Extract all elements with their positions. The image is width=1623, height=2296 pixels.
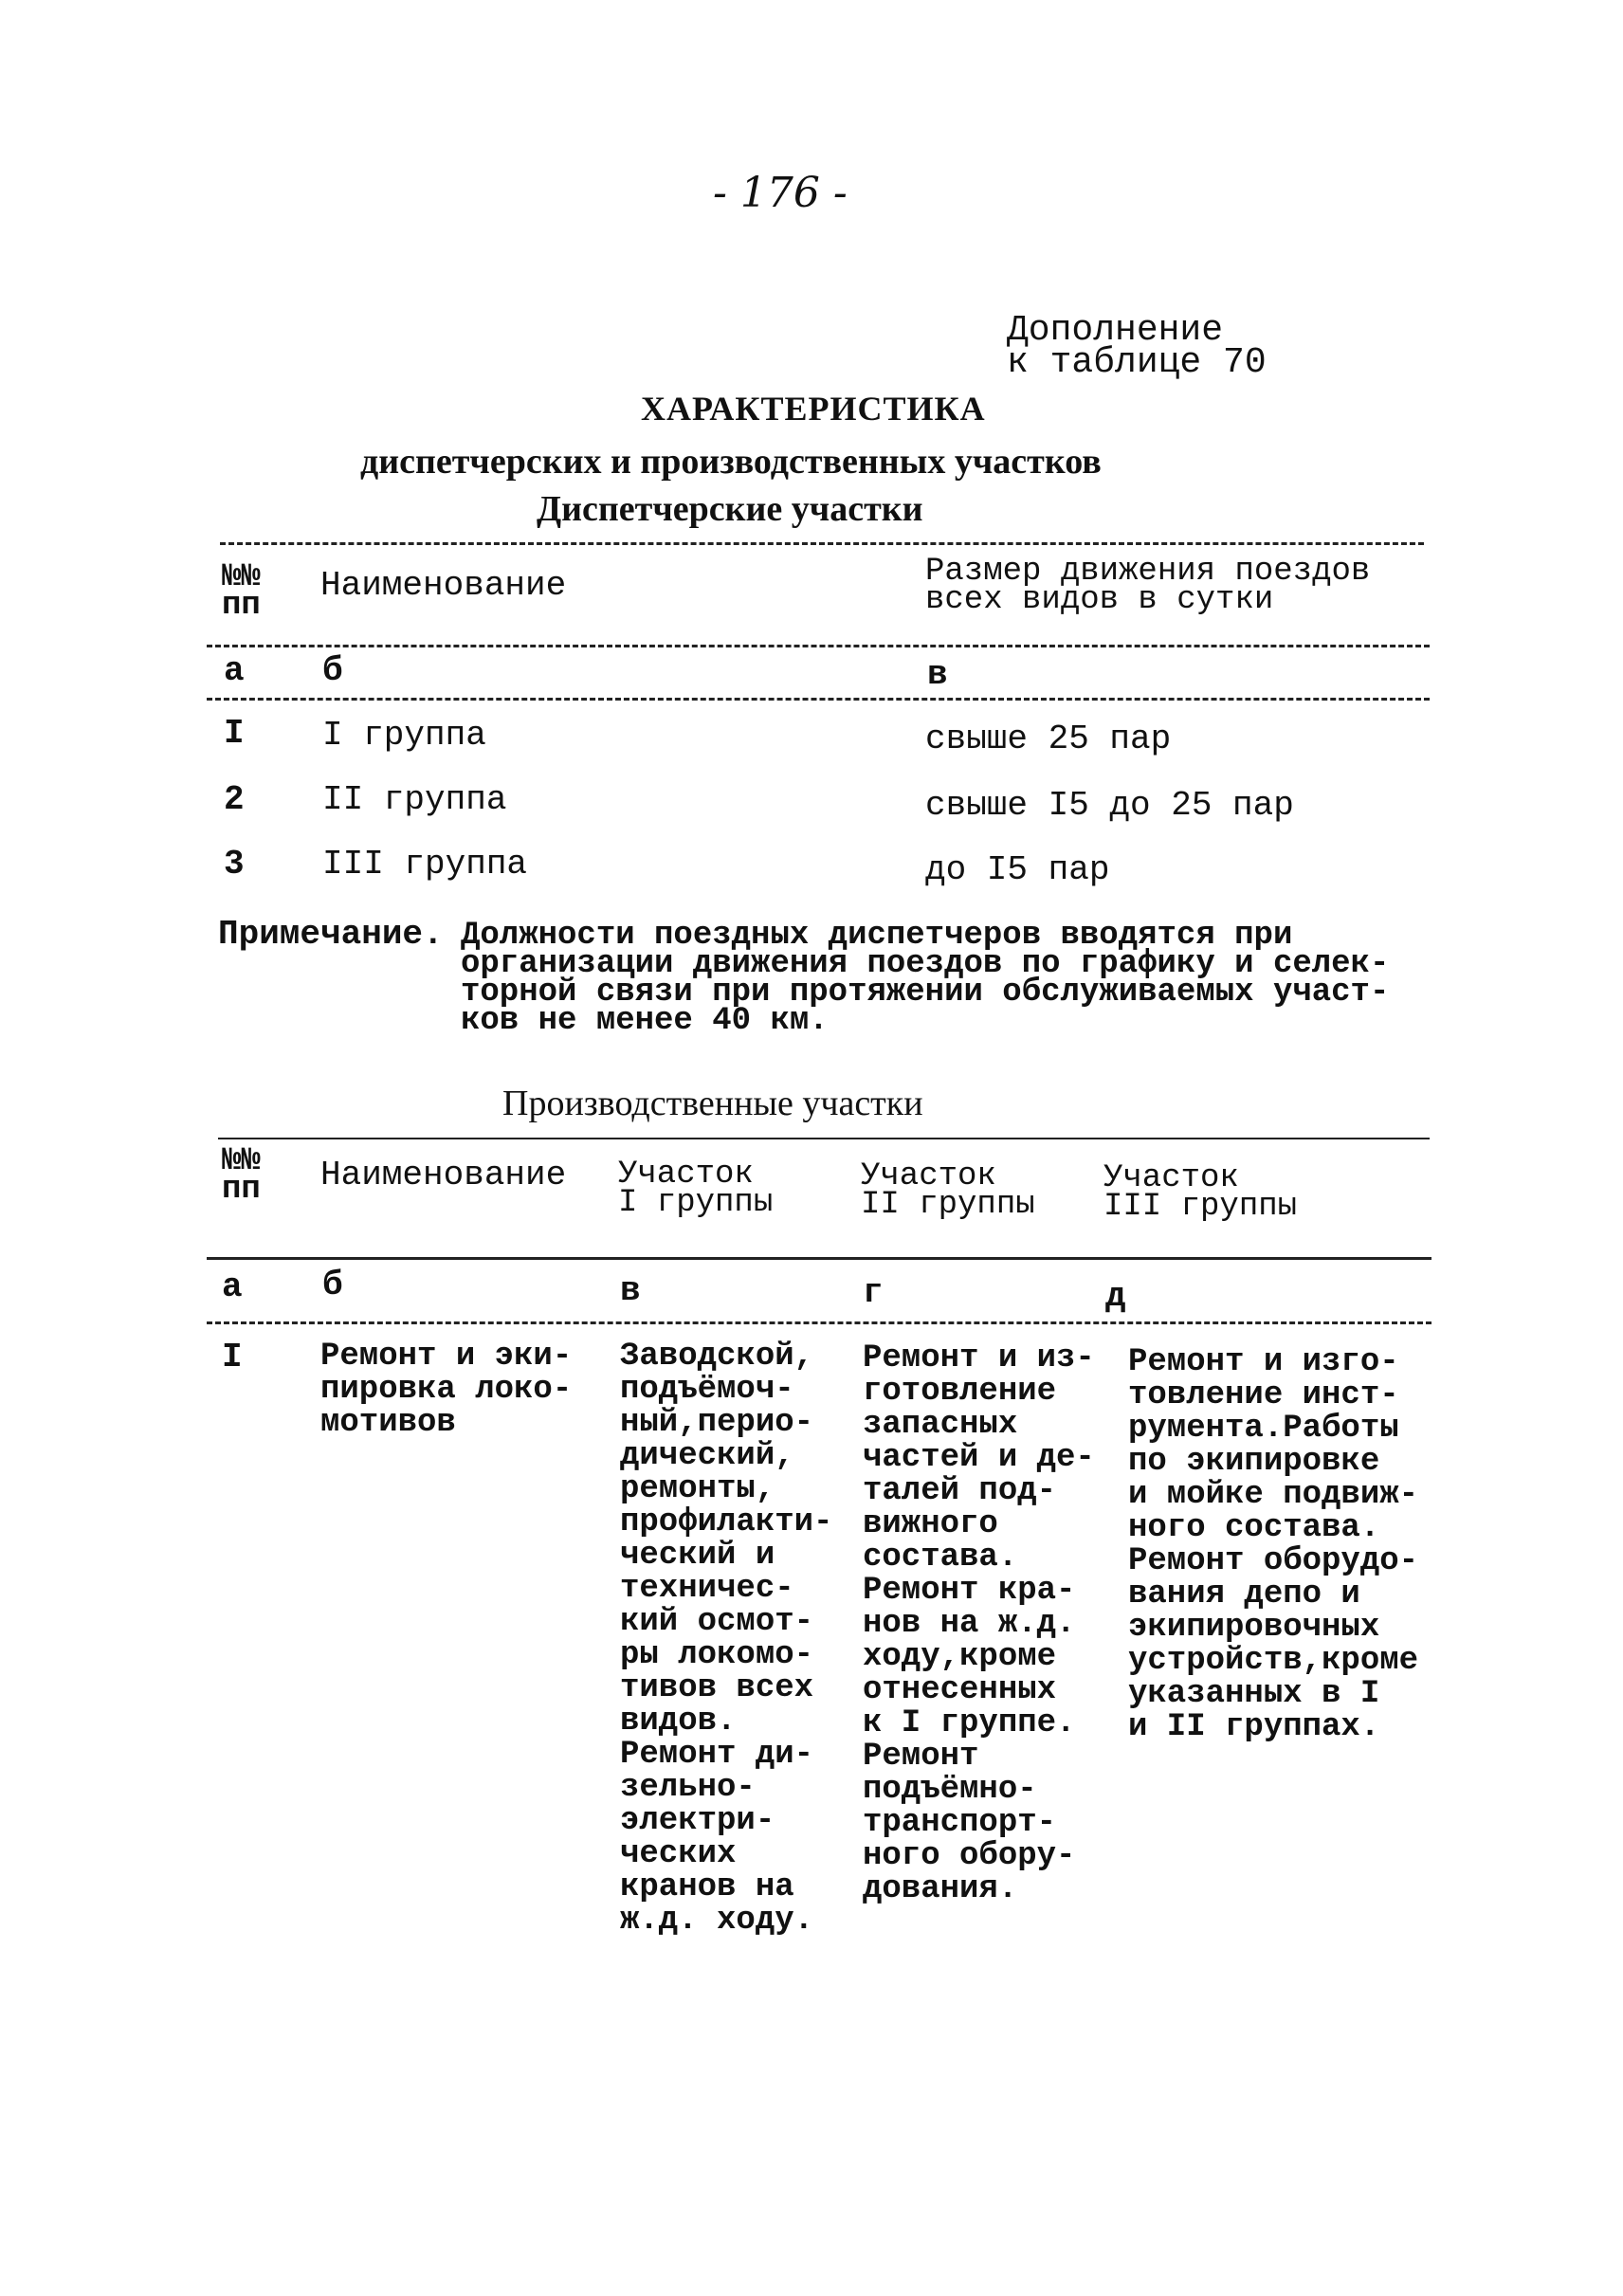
- table2-header-g2: Участок II группы: [861, 1158, 1035, 1223]
- page-title: ХАРАКТЕРИСТИКА: [641, 390, 986, 428]
- table2-header-name: Наименование: [320, 1156, 567, 1194]
- table2-header-rule: [207, 1257, 1432, 1260]
- table2-letter-g: г: [863, 1273, 884, 1312]
- table2-letter-b: б: [322, 1266, 343, 1304]
- addendum-line1: Дополнение: [1007, 310, 1224, 351]
- table1-row1-name: I группа: [322, 716, 486, 755]
- note-label: Примечание.: [218, 915, 444, 954]
- table1-header-size: Размер движения поездов всех видов в сутки: [925, 554, 1371, 618]
- table1-row1-size: свыше 25 пар: [925, 720, 1172, 758]
- section1-heading: Диспетчерские участки: [537, 489, 923, 529]
- table2-letters-rule: [207, 1321, 1432, 1324]
- table1-row2-size: свыше I5 до 25 пар: [925, 786, 1294, 825]
- table1-letters-rule: [207, 698, 1430, 701]
- table2-top-rule: [218, 1138, 1430, 1139]
- section2-heading: Производственные участки: [502, 1084, 923, 1123]
- table1-header-rule: [207, 645, 1430, 647]
- table2-header-g3: Участок III группы: [1103, 1160, 1298, 1225]
- table1-row2-name: II группа: [322, 780, 507, 819]
- table2-row1-g3: Ремонт и изго- товление инст- румента.Работы по экипировке и мойке подвиж- ного состава. Ремонт оборудо- вания депо и экипировочных устройств,кроме указанных в I и II группах.: [1128, 1344, 1419, 1745]
- table1-letter-b: б: [322, 651, 343, 690]
- table1-row2-num: 2: [224, 780, 245, 819]
- table2-row1-g1: Заводской, подъёмоч- ный,перио- дический, ремонты, профилакти- ческий и техничес- кий осмот- ры локомо- тивов всех видов. Ремонт ди- зельно- электри- ческих кранов на ж.д. ходу.: [620, 1339, 833, 1939]
- page-subtitle: диспетчерских и производственных участков: [360, 442, 1102, 482]
- table2-letter-v: в: [620, 1271, 641, 1310]
- page-number: - 176 -: [713, 169, 848, 217]
- table2-header-g1: Участок I группы: [618, 1157, 774, 1221]
- table2-header-num: №№ пп: [222, 1143, 261, 1208]
- table1-header-name: Наименование: [320, 566, 567, 605]
- table1-row3-name: III группа: [322, 845, 528, 884]
- table1-row3-num: 3: [224, 845, 245, 884]
- table1-letter-a: а: [224, 651, 245, 690]
- table1-header-num: №№ пп: [222, 559, 261, 624]
- table2-row1-g2: Ремонт и из- готовление запасных частей и де- талей под- вижного состава. Ремонт кра- нов на ж.д. ходу,кроме отнесенных к I группе. Ремонт подъёмно- транспорт- ного обору- дования.: [863, 1340, 1095, 1907]
- note-text: Должности поездных диспетчеров вводятся при организации движения поездов по графику и селек- торной связи при протяжении обслуживаемых участ- ков не менее 40 км.: [461, 918, 1390, 1039]
- table2-row1-num: I: [222, 1338, 243, 1376]
- table1-letter-v: в: [927, 655, 948, 694]
- table2-row1-name: Ремонт и эки- пировка локо- мотивов: [320, 1339, 573, 1441]
- addendum-line2: к таблице 70: [1007, 342, 1267, 383]
- table1-row3-size: до I5 пар: [925, 850, 1110, 889]
- table1-top-rule: [220, 542, 1424, 545]
- table1-row1-num: I: [224, 714, 245, 753]
- table2-letter-d: д: [1105, 1277, 1126, 1316]
- table2-letter-a: а: [222, 1267, 243, 1306]
